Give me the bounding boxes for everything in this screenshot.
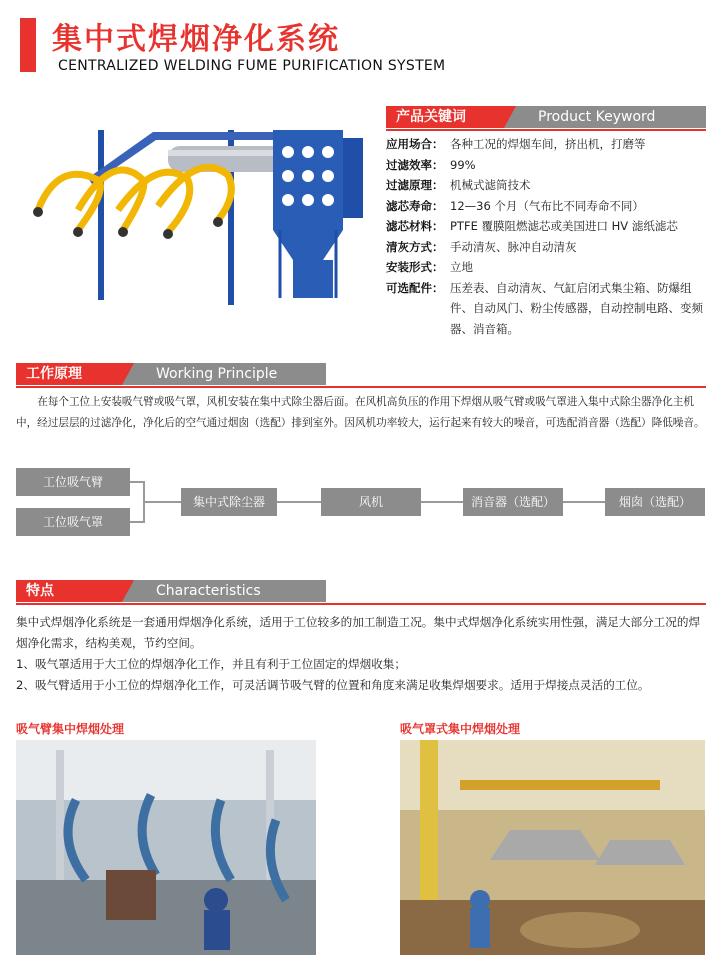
- keyword-row: [386, 216, 706, 237]
- product-illustration: [18, 120, 378, 320]
- keyword-value: 99%: [450, 157, 476, 172]
- keyword-value: 压差表、自动清灰、气缸启闭式集尘箱、防爆组件、自动风门、粉尘传感器，自动控制电路、变频器、消音箱。: [450, 280, 703, 336]
- characteristics-point-2: 2、吸气臂适用于小工位的焊烟净化工作，可灵活调节吸气臂的位置和角度来满足收集焊烟要求。适用于焊接点灵活的工位。: [16, 678, 650, 692]
- flow-fan: 风机: [321, 488, 421, 516]
- characteristics-label-cn: 特点: [16, 580, 134, 602]
- page-title: 集中式焊烟净化系统: [52, 22, 340, 57]
- keyword-label: 安装形式：: [386, 260, 444, 274]
- keyword-row: [386, 155, 706, 176]
- keyword-value: 各种工况的焊烟车间，挤出机，打磨等: [450, 137, 646, 151]
- page-subtitle: CENTRALIZED WELDING FUME PURIFICATION SYSTEM: [58, 58, 446, 74]
- keyword-value: 立地: [450, 260, 473, 274]
- arm-workshop-photo: [16, 740, 316, 955]
- keyword-label: 过滤效率：: [386, 157, 444, 172]
- keyword-list: [386, 134, 706, 339]
- product-keyword-header: [386, 106, 706, 128]
- flow-connector: [563, 501, 605, 503]
- flow-input-hood: 工位吸气罩: [16, 508, 130, 536]
- flow-connector: [421, 501, 463, 503]
- keyword-label: 滤芯材料：: [386, 219, 444, 233]
- keyword-row: [386, 134, 706, 155]
- product-keyword-label-en: Product Keyword: [516, 106, 706, 128]
- characteristics-header: [16, 580, 326, 602]
- keyword-label: 滤芯寿命：: [386, 198, 444, 213]
- flow-chimney: 烟囱（选配）: [605, 488, 705, 516]
- working-principle-text: 在每个工位上安装吸气臂或吸气罩，风机安装在集中式除尘器后面。在风机高负压的作用下焊烟从吸气臂或吸气罩进入集中式除尘器净化主机中，经过层层的过滤净化，净化后的空气通过烟囱（选配）排到室外。因风机功率较大，运行起来有较大的噪音，可选配消音器（选配）降低噪音。: [16, 396, 705, 429]
- header-underline: [16, 603, 706, 605]
- flow-collector: 集中式除尘器: [181, 488, 277, 516]
- photo-caption-right: 吸气罩式集中焊烟处理: [400, 722, 521, 736]
- flow-connector: [130, 521, 144, 523]
- keyword-row: [386, 257, 706, 278]
- header-underline: [386, 129, 706, 131]
- product-keyword-label-cn: 产品关键词: [386, 106, 516, 128]
- flow-silencer: 消音器（选配）: [463, 488, 563, 516]
- working-principle-header: [16, 363, 326, 385]
- flow-connector: [143, 501, 181, 503]
- title-accent-bar: [20, 18, 36, 72]
- keyword-value: 12—36 个月（气布比不同寿命不同）: [450, 198, 644, 213]
- keyword-label: 可选配件：: [386, 280, 444, 295]
- working-principle-label-en: Working Principle: [134, 363, 326, 385]
- header-underline: [16, 386, 706, 388]
- keyword-value: PTFE 覆膜阻燃滤芯或美国进口 HV 滤纸滤芯: [450, 219, 678, 233]
- hood-workshop-photo: [400, 740, 705, 955]
- keyword-row: [386, 196, 706, 217]
- characteristics-paragraph: 集中式焊烟净化系统是一套通用焊烟净化系统，适用于工位较多的加工制造工况。集中式焊烟净化系统实用性强，满足大部分工况的焊烟净化需求，结构美观，节约空间。: [16, 615, 701, 650]
- keyword-value: 手动清灰、脉冲自动清灰: [450, 239, 577, 254]
- keyword-label: 清灰方式：: [386, 239, 444, 254]
- characteristics-label-en: Characteristics: [134, 580, 326, 602]
- characteristics-point-1: 1、吸气罩适用于大工位的焊烟净化工作，并且有利于工位固定的焊烟收集；: [16, 657, 406, 671]
- keyword-value: 机械式滤筒技术: [450, 178, 531, 192]
- characteristics-text: [16, 612, 710, 696]
- flow-connector: [277, 501, 321, 503]
- keyword-row: [386, 175, 706, 196]
- flow-connector: [130, 481, 144, 483]
- keyword-label: 应用场合：: [386, 137, 444, 151]
- keyword-label: 过滤原理：: [386, 178, 444, 192]
- working-principle-label-cn: 工作原理: [16, 363, 134, 385]
- photo-caption-left: 吸气臂集中焊烟处理: [16, 722, 125, 736]
- keyword-row: [386, 237, 706, 258]
- flow-input-arm: 工位吸气臂: [16, 468, 130, 496]
- keyword-row: [386, 278, 706, 340]
